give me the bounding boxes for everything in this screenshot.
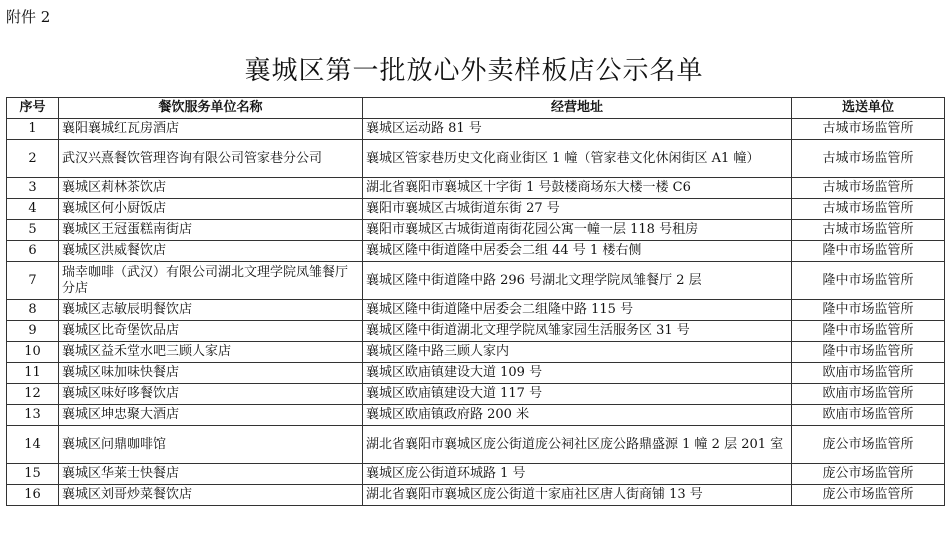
table-row [7, 241, 945, 262]
cell-unit: 隆中市场监管所 [792, 241, 945, 262]
table-row [7, 363, 945, 384]
cell-shop-name: 襄城区味加味快餐店 [59, 363, 363, 384]
cell-unit: 庞公市场监管所 [792, 464, 945, 485]
cell-address: 襄城区管家巷历史文化商业街区 1 幢（管家巷文化休闲街区 A1 幢） [363, 140, 792, 178]
cell-address: 湖北省襄阳市襄城区十字街 1 号鼓楼商场东大楼一楼 C6 [363, 178, 792, 199]
shop-list-table [6, 97, 945, 506]
cell-serial: 3 [7, 178, 59, 199]
cell-shop-name: 襄城区华莱士快餐店 [59, 464, 363, 485]
cell-shop-name: 襄城区志敏辰明餐饮店 [59, 300, 363, 321]
cell-shop-name: 襄城区益禾堂水吧三顾人家店 [59, 342, 363, 363]
header-address: 经营地址 [363, 98, 792, 119]
cell-unit: 古城市场监管所 [792, 119, 945, 140]
cell-unit: 隆中市场监管所 [792, 300, 945, 321]
header-submitting-unit: 选送单位 [792, 98, 945, 119]
cell-shop-name: 襄城区比奇堡饮品店 [59, 321, 363, 342]
table-row [7, 342, 945, 363]
cell-shop-name: 襄城区味好哆餐饮店 [59, 384, 363, 405]
cell-shop-name: 襄城区问鼎咖啡馆 [59, 426, 363, 464]
table-row [7, 426, 945, 464]
cell-serial: 11 [7, 363, 59, 384]
cell-serial: 1 [7, 119, 59, 140]
table-row [7, 384, 945, 405]
cell-address: 襄城区欧庙镇政府路 200 米 [363, 405, 792, 426]
cell-address: 襄城区庞公街道环城路 1 号 [363, 464, 792, 485]
cell-unit: 庞公市场监管所 [792, 485, 945, 506]
table-row [7, 178, 945, 199]
cell-unit: 古城市场监管所 [792, 199, 945, 220]
cell-address: 湖北省襄阳市襄城区庞公街道庞公祠社区庞公路鼎盛源 1 幢 2 层 201 室 [363, 426, 792, 464]
cell-serial: 15 [7, 464, 59, 485]
table-row [7, 262, 945, 300]
cell-address: 襄城区隆中路三顾人家内 [363, 342, 792, 363]
table-row [7, 464, 945, 485]
cell-address: 襄城区隆中街道湖北文理学院凤雏家园生活服务区 31 号 [363, 321, 792, 342]
cell-shop-name: 瑞幸咖啡（武汉）有限公司湖北文理学院凤雏餐厅分店 [59, 262, 363, 300]
cell-serial: 14 [7, 426, 59, 464]
cell-unit: 隆中市场监管所 [792, 321, 945, 342]
table-row [7, 321, 945, 342]
header-shop-name: 餐饮服务单位名称 [59, 98, 363, 119]
cell-shop-name: 武汉兴熹餐饮管理咨询有限公司管家巷分公司 [59, 140, 363, 178]
cell-serial: 16 [7, 485, 59, 506]
table-row [7, 220, 945, 241]
cell-unit: 欧庙市场监管所 [792, 405, 945, 426]
cell-serial: 5 [7, 220, 59, 241]
cell-serial: 4 [7, 199, 59, 220]
cell-serial: 6 [7, 241, 59, 262]
cell-unit: 古城市场监管所 [792, 140, 945, 178]
cell-shop-name: 襄城区刘哥炒菜餐饮店 [59, 485, 363, 506]
cell-serial: 12 [7, 384, 59, 405]
cell-serial: 2 [7, 140, 59, 178]
cell-serial: 8 [7, 300, 59, 321]
cell-address: 襄阳市襄城区古城街道东街 27 号 [363, 199, 792, 220]
cell-unit: 古城市场监管所 [792, 220, 945, 241]
cell-address: 湖北省襄阳市襄城区庞公街道十家庙社区唐人街商铺 13 号 [363, 485, 792, 506]
cell-address: 襄阳市襄城区古城街道南街花园公寓一幢一层 118 号租房 [363, 220, 792, 241]
attachment-label: 附件 2 [6, 8, 51, 26]
cell-shop-name: 襄阳襄城红瓦房酒店 [59, 119, 363, 140]
table-row [7, 405, 945, 426]
table-row [7, 199, 945, 220]
table-row [7, 485, 945, 506]
cell-serial: 10 [7, 342, 59, 363]
cell-unit: 隆中市场监管所 [792, 342, 945, 363]
table-row [7, 300, 945, 321]
cell-unit: 庞公市场监管所 [792, 426, 945, 464]
table-row [7, 140, 945, 178]
cell-address: 襄城区隆中街道隆中居委会二组隆中路 115 号 [363, 300, 792, 321]
cell-address: 襄城区欧庙镇建设大道 109 号 [363, 363, 792, 384]
cell-shop-name: 襄城区莉林茶饮店 [59, 178, 363, 199]
cell-address: 襄城区运动路 81 号 [363, 119, 792, 140]
cell-unit: 隆中市场监管所 [792, 262, 945, 300]
document-title: 襄城区第一批放心外卖样板店公示名单 [244, 56, 704, 86]
table-row [7, 119, 945, 140]
cell-unit: 欧庙市场监管所 [792, 363, 945, 384]
cell-unit: 欧庙市场监管所 [792, 384, 945, 405]
cell-address: 襄城区隆中街道隆中居委会二组 44 号 1 楼右侧 [363, 241, 792, 262]
header-serial: 序号 [7, 98, 59, 119]
cell-address: 襄城区欧庙镇建设大道 117 号 [363, 384, 792, 405]
cell-unit: 古城市场监管所 [792, 178, 945, 199]
cell-address: 襄城区隆中街道隆中路 296 号湖北文理学院凤雏餐厅 2 层 [363, 262, 792, 300]
cell-serial: 13 [7, 405, 59, 426]
cell-serial: 9 [7, 321, 59, 342]
cell-shop-name: 襄城区何小厨饭店 [59, 199, 363, 220]
cell-serial: 7 [7, 262, 59, 300]
cell-shop-name: 襄城区王冠蛋糕南街店 [59, 220, 363, 241]
cell-shop-name: 襄城区坤忠聚大酒店 [59, 405, 363, 426]
cell-shop-name: 襄城区洪威餐饮店 [59, 241, 363, 262]
table-header-row [7, 98, 945, 119]
